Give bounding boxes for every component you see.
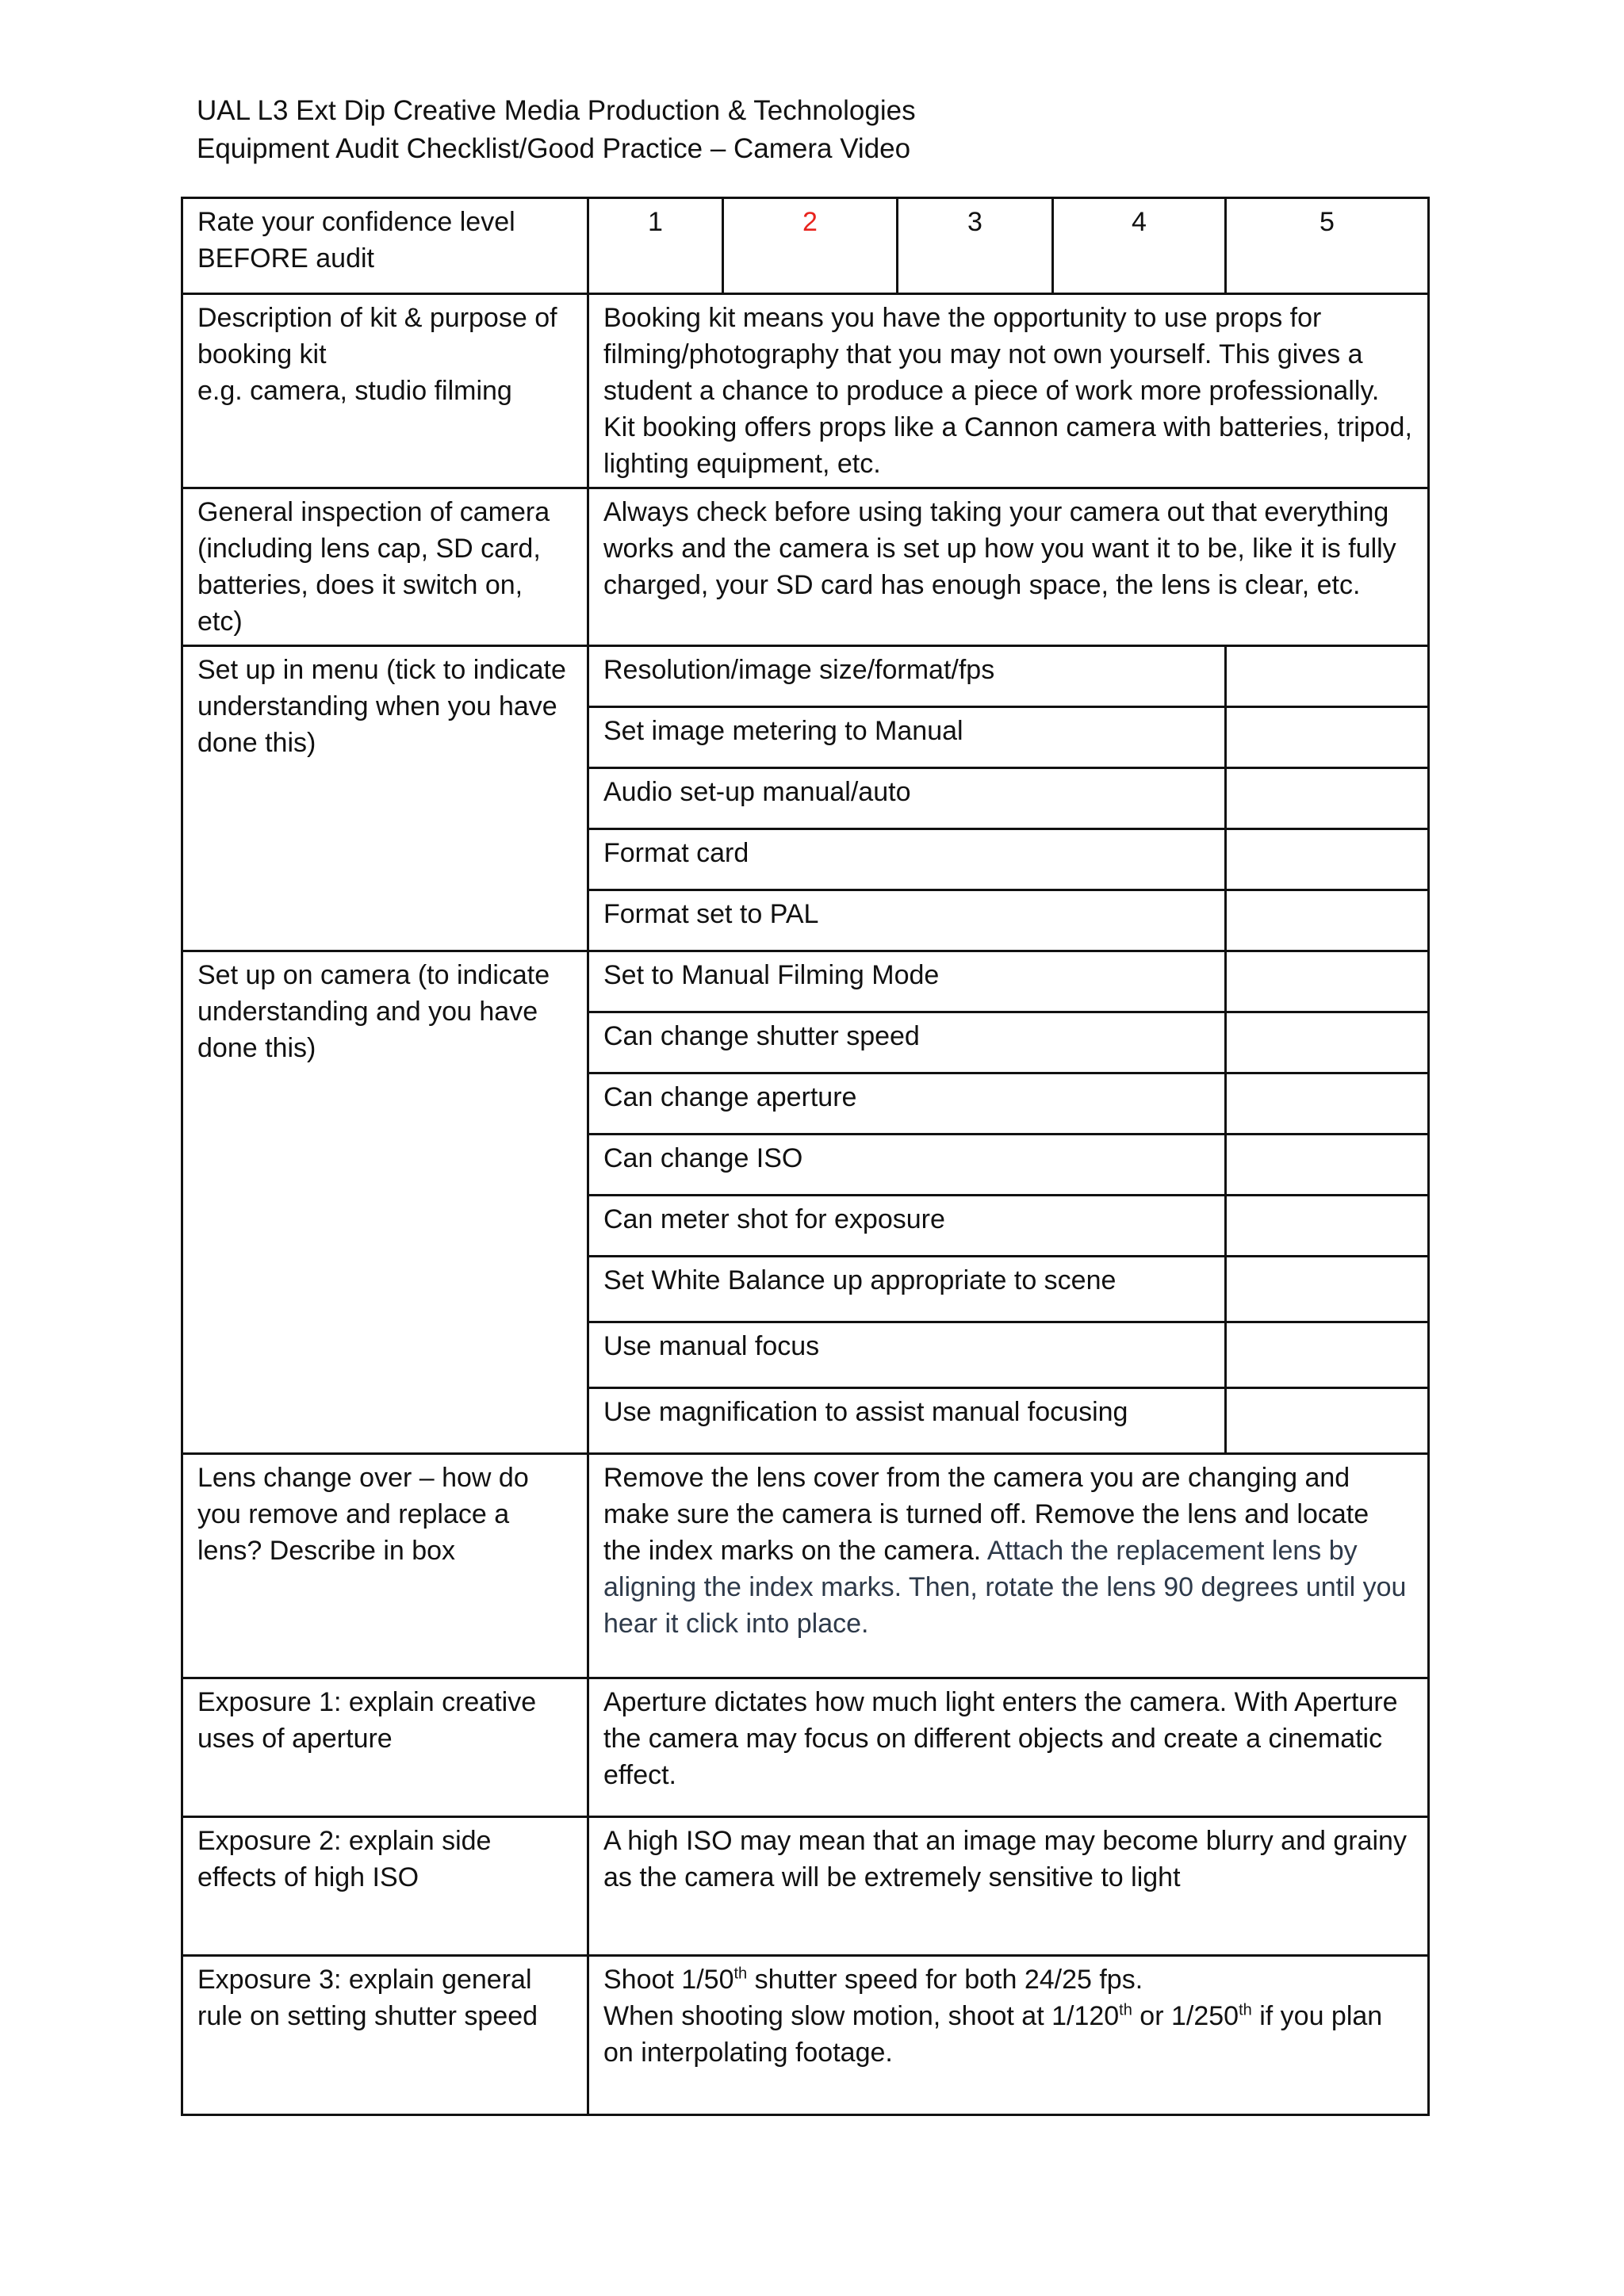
audit-table	[181, 197, 1430, 2116]
exposure3-answer[interactable]	[588, 1956, 1429, 2115]
document-header	[197, 92, 916, 168]
exposure2-answer[interactable]: A high ISO may mean that an image may become blurry and grainy as the camera will be extremely sensitive to light	[588, 1817, 1429, 1956]
camera-setup-label: Set up on camera (to indicate understanding and you have done this)	[182, 951, 588, 1454]
camera-item: Can change aperture	[588, 1073, 1226, 1135]
camera-item: Use magnification to assist manual focusing	[588, 1388, 1226, 1454]
description-label	[182, 294, 588, 488]
exposure3-answer-line1	[603, 1961, 1413, 1998]
ordinal-suffix: th	[1119, 2001, 1132, 2019]
camera-setup-row	[182, 951, 1429, 1012]
camera-item-tick-box[interactable]	[1226, 1388, 1429, 1454]
ordinal-suffix: th	[1239, 2001, 1252, 2019]
camera-item-tick-box[interactable]	[1226, 1196, 1429, 1257]
menu-item: Set image metering to Manual	[588, 707, 1226, 768]
exposure3-text: shutter speed for both 24/25 fps.	[747, 1965, 1143, 1995]
exposure1-answer[interactable]: Aperture dictates how much light enters the camera. With Aperture the camera may focus on different objects and create a cinematic effect.	[588, 1678, 1429, 1817]
menu-item-tick-box[interactable]	[1226, 707, 1429, 768]
menu-setup-row	[182, 646, 1429, 707]
score-4[interactable]: 4	[1053, 198, 1226, 294]
score-5[interactable]: 5	[1226, 198, 1429, 294]
camera-item: Can change ISO	[588, 1135, 1226, 1196]
camera-item-tick-box[interactable]	[1226, 951, 1429, 1012]
course-title: UAL L3 Ext Dip Creative Media Production & Technologies	[197, 95, 916, 126]
lens-change-answer[interactable]	[588, 1454, 1429, 1678]
inspection-label: General inspection of camera (including lens cap, SD card, batteries, does it switch on, etc)	[182, 488, 588, 646]
exposure3-text: When shooting slow motion, shoot at 1/120	[603, 2001, 1120, 2031]
menu-item: Audio set-up manual/auto	[588, 768, 1226, 829]
menu-item-tick-box[interactable]	[1226, 890, 1429, 951]
lens-change-row	[182, 1454, 1429, 1678]
exposure3-text: or 1/250	[1132, 2001, 1239, 2031]
camera-item: Use manual focus	[588, 1322, 1226, 1388]
camera-item: Set to Manual Filming Mode	[588, 951, 1226, 1012]
score-3[interactable]: 3	[898, 198, 1053, 294]
exposure3-row	[182, 1956, 1429, 2115]
exposure2-label: Exposure 2: explain side effects of high ISO	[182, 1817, 588, 1956]
ordinal-suffix: th	[733, 1965, 748, 1983]
inspection-row	[182, 488, 1429, 646]
camera-item-tick-box[interactable]	[1226, 1073, 1429, 1135]
camera-item-tick-box[interactable]	[1226, 1257, 1429, 1322]
camera-item-tick-box[interactable]	[1226, 1012, 1429, 1073]
exposure1-label: Exposure 1: explain creative uses of aperture	[182, 1678, 588, 1817]
inspection-answer[interactable]: Always check before using taking your camera out that everything works and the camera is set up how you want it to be, like it is fully charged, your SD card has enough space, the lens is clear, etc.	[588, 488, 1429, 646]
confidence-row	[182, 198, 1429, 294]
lens-change-answer-part1: Remove the lens cover from the camera you are changing and make sure the camera is turned off. Remove the lens and locate the index marks on the camera.	[603, 1463, 1369, 1566]
description-row	[182, 294, 1429, 488]
exposure3-text: Shoot 1/50	[603, 1965, 734, 1995]
menu-item-tick-box[interactable]	[1226, 829, 1429, 890]
confidence-label: Rate your confidence level BEFORE audit	[182, 198, 588, 294]
score-1[interactable]: 1	[588, 198, 723, 294]
exposure2-row	[182, 1817, 1429, 1956]
menu-item: Format set to PAL	[588, 890, 1226, 951]
score-2-selected[interactable]: 2	[723, 198, 898, 294]
camera-item: Set White Balance up appropriate to scene	[588, 1257, 1226, 1322]
description-answer[interactable]: Booking kit means you have the opportunity to use props for filming/photography that you may not own yourself. This gives a student a chance to produce a piece of work more professionally. Kit booking offers props like a Cannon camera with batteries, tripod, lighting equipment, etc.	[588, 294, 1429, 488]
camera-item-tick-box[interactable]	[1226, 1322, 1429, 1388]
lens-change-label: Lens change over – how do you remove and replace a lens? Describe in box	[182, 1454, 588, 1678]
checklist-title: Equipment Audit Checklist/Good Practice – Camera Video	[197, 133, 911, 164]
exposure1-row	[182, 1678, 1429, 1817]
camera-item: Can change shutter speed	[588, 1012, 1226, 1073]
exposure3-answer-line2	[603, 1998, 1413, 2071]
description-label-example: e.g. camera, studio filming	[197, 376, 512, 406]
menu-item: Format card	[588, 829, 1226, 890]
exposure3-label: Exposure 3: explain general rule on setting shutter speed	[182, 1956, 588, 2115]
menu-item: Resolution/image size/format/fps	[588, 646, 1226, 707]
camera-item-tick-box[interactable]	[1226, 1135, 1429, 1196]
menu-item-tick-box[interactable]	[1226, 646, 1429, 707]
exposure3-text: if you plan on interpolating footage.	[603, 2001, 1383, 2068]
camera-item: Can meter shot for exposure	[588, 1196, 1226, 1257]
menu-item-tick-box[interactable]	[1226, 768, 1429, 829]
lens-change-answer-part2: Attach the replacement lens by aligning the index marks. Then, rotate the lens 90 degrees until you hear it click into place.	[603, 1536, 1407, 1639]
menu-setup-label: Set up in menu (tick to indicate understanding when you have done this)	[182, 646, 588, 951]
description-label-main: Description of kit & purpose of booking kit	[197, 303, 557, 369]
